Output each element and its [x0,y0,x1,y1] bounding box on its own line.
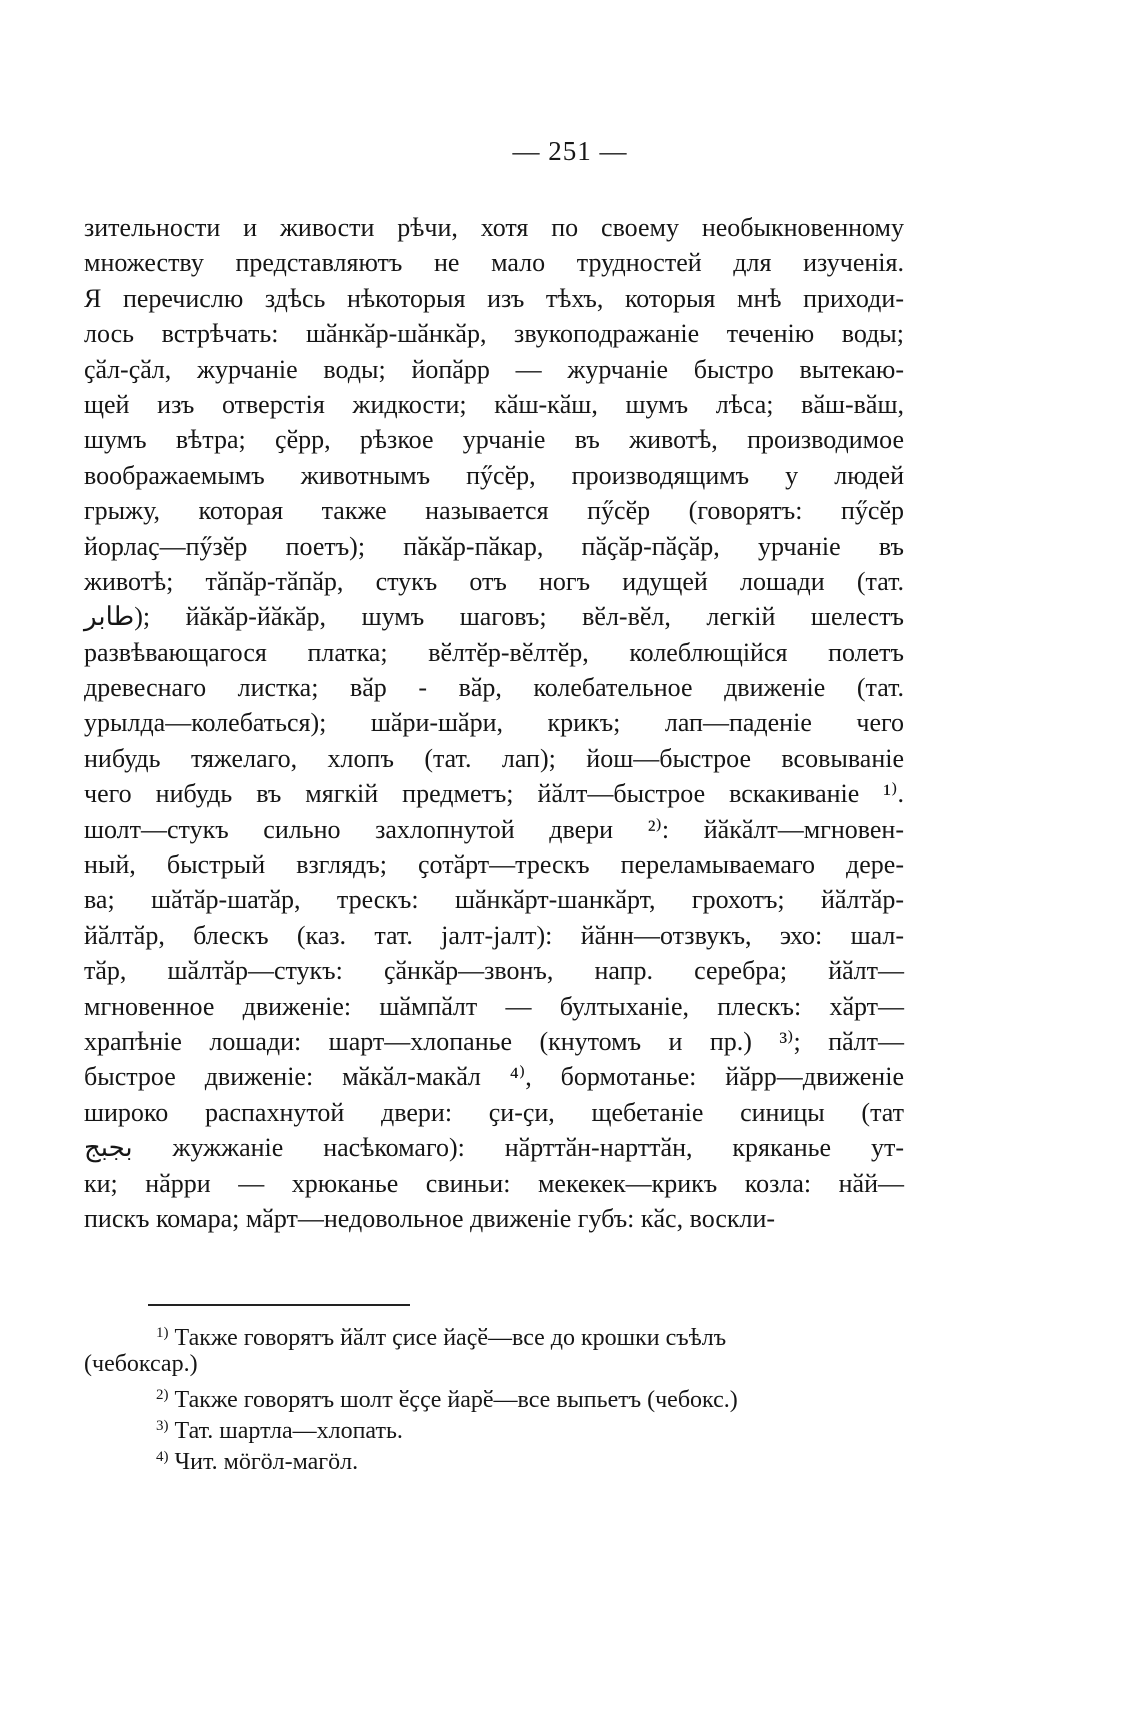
footnote-text: Также говорятъ йӑлт ҫисе йаҫӗ—все до крошки съѣлъ [174,1325,727,1351]
text-line: тӑр, шӑлтӑр—стукъ: ҫӑнкӑр—звонъ, напр. серебра; йӑлт— [84,956,904,986]
text-line: ный, быстрый взглядъ; ҫотӑрт—трескъ переламываемаго дере- [84,850,904,880]
text-line: древеснаго листка; вӑр - вӑр, колебательное движеніе (тат. [84,673,904,703]
text-line: мгновенное движеніе: шӑмпӑлт — бултыханіе, плескъ: хӑрт— [84,991,904,1021]
footnote-divider [148,1304,410,1306]
footnote-marker: 2) [156,1387,169,1403]
page-number: — 251 — [512,136,628,166]
text-line: بجبج жужжаніе насѣкомаго): нӑрттӑн-нарттӑн, кряканье ут- [84,1133,904,1163]
text-line: нибудь тяжелаго, хлопъ (тат. лап); йош—быстрое всовываніе [84,743,904,773]
text-line: ки; нӑрри — хрюканье свиньи: мекекек—крикъ козла: нӑй— [84,1168,904,1198]
text-line: чего нибудь въ мягкій предметъ; йӑлт—быстрое вскакиваніе ¹⁾. [84,779,904,809]
text-line: развѣвающагося платка; вӗлтӗр-вӗлтӗр, колеблющійся полетъ [84,637,904,667]
text-line: йорлаҫ—пӳзӗр поетъ); пӑкӑр-пӑкар, пӑҫӑр-пӑҫӑр, урчаніе въ [84,531,904,561]
text-line: طابر); йӑкӑр-йӑкӑр, шумъ шаговъ; вӗл-вӗл, легкій шелестъ [84,602,904,632]
footnote [84,1380,904,1411]
text-line: урылдa—колебаться); шӑри-шӑри, крикъ; лап—паденіе чего [84,708,904,738]
footnote [84,1349,904,1380]
text-line: грыжу, которая также называется пӳсӗр (говорятъ: пӳсӗр [84,496,904,526]
text-line: животѣ; тӑпӑр-тӑпӑр, стукъ отъ ногъ идущей лошади (тат. [84,566,904,596]
text-line: ва; шӑтӑр-шатӑр, трескъ: шӑнкӑрт-шанкӑрт, грохотъ; йӑлтӑр- [84,885,904,915]
footnote-text: (чебоксар.) [84,1351,198,1377]
text-line: ҫӑл-ҫӑл, журчаніе воды; йопӑрр — журчаніе быстро вытекаю- [84,354,904,384]
text-line: Я перечислю здѣсь нѣкоторыя изъ тѣхъ, которыя мнѣ приходи- [84,283,904,313]
text-line: йӑлтӑр, блескъ (каз. тат. jалт-jалт): йӑнн—отзвукъ, эхо: шал- [84,920,904,950]
footnote-marker: 3) [156,1418,169,1434]
footnote [84,1318,904,1349]
body-text [84,210,904,1236]
footnote-marker: 1) [156,1325,169,1341]
footnote [84,1411,904,1442]
footnote [84,1442,904,1473]
text-line: шумъ вѣтра; ҫӗрр, рѣзкое урчаніе въ животѣ, производимое [84,425,904,455]
text-line: пискъ комара; мӑрт—недовольное движеніе губъ: кӑс, воскли- [84,1203,776,1233]
text-line: шолт—стукъ сильно захлопнутой двери ²⁾: йӑкӑлт—мгновен- [84,814,904,844]
text-line: множеству представляютъ не мало трудностей для изученія. [84,248,904,278]
text-line: лось встрѣчать: шӑнкӑр-шӑнкӑр, звукоподражаніе теченію воды; [84,319,904,349]
text-line: быстрое движеніе: мӑкӑл-макӑл ⁴⁾, бормотанье: йӑрр—движеніе [84,1062,904,1092]
footnotes [84,1318,904,1473]
text-line: щей изъ отверстія жидкости; кӑш-кӑш, шумъ лѣса; вӑш-вӑш, [84,389,904,419]
footnote-marker: 4) [156,1449,169,1465]
text-line: зительности и живости рѣчи, хотя по своему необыкновенному [84,213,904,242]
text-line: храпѣніе лошади: шарт—хлопанье (кнутомъ и пр.) ³⁾; пӑлт— [84,1026,904,1056]
footnote-text: Также говорятъ шолт ӗҫҫе йарӗ—все выпьетъ (чебокс.) [174,1387,738,1413]
footnote-text: Тат. шартла—хлопать. [174,1418,403,1444]
text-line: широко распахнутой двери: ҫи-ҫи, щебетаніе синицы (тат [84,1097,904,1127]
footnote-text: Чит. мӧгӧл-магӧл. [174,1449,359,1475]
text-line: воображаемымъ животнымъ пӳсӗр, производящимъ у людей [84,460,904,490]
